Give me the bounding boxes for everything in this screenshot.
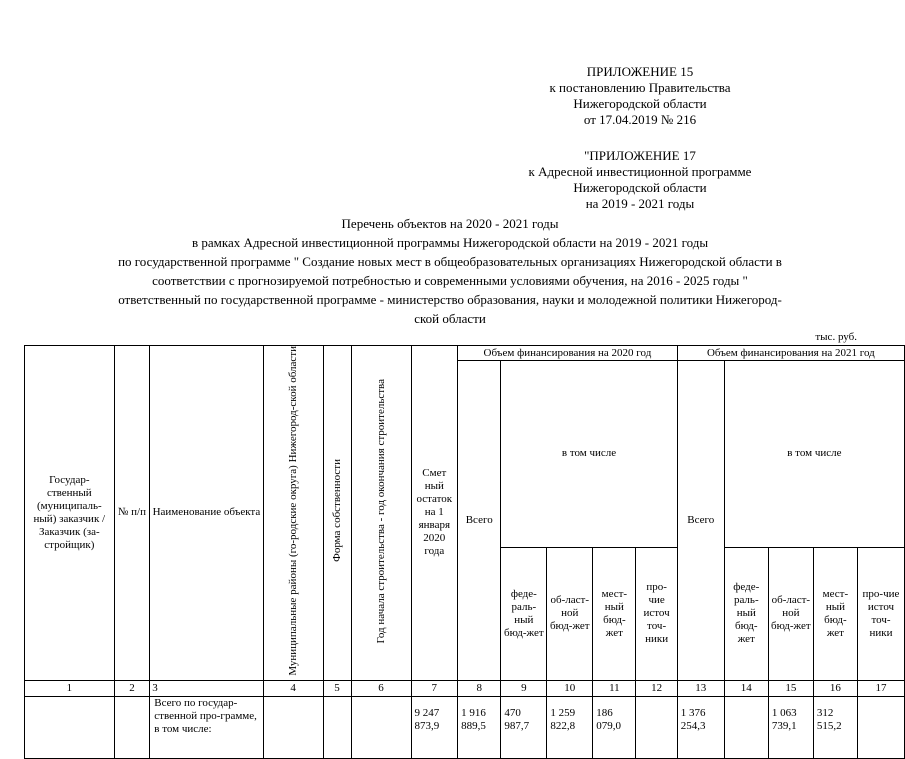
header-name: Наименование объекта (150, 346, 263, 681)
header-years (351, 346, 411, 681)
col-number: 15 (768, 680, 813, 696)
total-num-cell (114, 696, 150, 758)
header-num: № п/п (114, 346, 150, 681)
title-line3: по государственной программе " Создание новых мест в общеобразовательных организациях Нижегородской области в (118, 254, 782, 269)
total-2020: 1 916 889,5 (458, 696, 501, 758)
header-ownership-text: Форма собственности (330, 459, 343, 563)
title-line1: Перечень объектов на 2020 - 2021 годы (341, 216, 559, 231)
column-numbers-row (25, 680, 905, 696)
col-number: 6 (351, 680, 411, 696)
col-number: 2 (114, 680, 150, 696)
appendix15-line4: от 17.04.2019 № 216 (583, 112, 697, 127)
regional-2021: 1 063 739,1 (768, 696, 813, 758)
header-customer: Государ-ственный (муниципаль-ный) заказчик / Заказчик (за-стройщик) (25, 346, 115, 681)
total-ownership-cell (323, 696, 351, 758)
header-other-2020: про-чие источ точ-ники (636, 547, 677, 680)
other-2021 (857, 696, 904, 758)
header-regional-2021: об-ласт-ной бюд-жет (768, 547, 813, 680)
appendix15-line1: ПРИЛОЖЕНИЕ 15 (586, 64, 694, 79)
federal-2020: 470 987,7 (501, 696, 547, 758)
title-line6: ской области (414, 311, 486, 326)
total-estimate: 9 247 873,9 (411, 696, 458, 758)
appendix17-line4: на 2019 - 2021 годы (585, 196, 695, 211)
header-local-2021: мест-ный бюд-жет (813, 547, 857, 680)
appendix17-line2: к Адресной инвестиционной программе (528, 164, 752, 179)
col-number: 7 (411, 680, 458, 696)
header-total-2021: Всего (677, 361, 724, 681)
header-total-2020: Всего (458, 361, 501, 681)
units-label: тыс. руб. (815, 331, 857, 343)
col-number: 11 (593, 680, 636, 696)
header-other-2021: про-чие источ точ-ники (857, 547, 904, 680)
col-number: 16 (813, 680, 857, 696)
header-incl-2021: в том числе (724, 361, 904, 548)
col-number: 9 (501, 680, 547, 696)
header-regional-2020: об-ласт-ной бюд-жет (547, 547, 593, 680)
header-ownership (323, 346, 351, 681)
total-row (25, 696, 905, 758)
regional-2020: 1 259 822,8 (547, 696, 593, 758)
total-customer-cell (25, 696, 115, 758)
title-line5: ответственный по государственной программе - министерство образования, науки и молодежной политики Нижегород- (118, 292, 782, 307)
title-line2: в рамках Адресной инвестиционной программы Нижегородской области на 2019 - 2021 годы (191, 235, 709, 250)
title-line4: соответствии с прогнозируемой потребностью и современными условиями обучения, на 2016 - 2025 годы " (152, 273, 748, 288)
appendix17-line3: Нижегородской области (573, 180, 707, 195)
header-district-text: Муниципальные районы (го-родские округа) Нижегород-ской области (286, 346, 299, 676)
header-local-2020: мест-ный бюд-жет (593, 547, 636, 680)
col-number: 4 (263, 680, 323, 696)
col-number: 10 (547, 680, 593, 696)
col-number: 1 (25, 680, 115, 696)
header-fin2020: Объем финансирования на 2020 год (458, 346, 678, 361)
header-district (263, 346, 323, 681)
header-federal-2021: феде-раль-ный бюд-жет (724, 547, 768, 680)
federal-2021 (724, 696, 768, 758)
local-2020: 186 079,0 (593, 696, 636, 758)
col-number: 17 (857, 680, 904, 696)
header-fin2021: Объем финансирования на 2021 год (677, 346, 904, 361)
header-years-text: Год начала строительства - год окончания строительства (374, 378, 387, 644)
col-number: 13 (677, 680, 724, 696)
col-number: 5 (323, 680, 351, 696)
col-number: 3 (150, 680, 263, 696)
header-federal-2020: феде-раль-ный бюд-жет (501, 547, 547, 680)
other-2020 (636, 696, 677, 758)
header-estimate: Смет ный остаток на 1 января 2020 года (411, 346, 458, 681)
header-incl-2020: в том числе (501, 361, 677, 548)
total-row-label: Всего по государ-ственной про-грамме, в том числе: (150, 696, 263, 758)
total-district-cell (263, 696, 323, 758)
local-2021: 312 515,2 (813, 696, 857, 758)
total-years-cell (351, 696, 411, 758)
col-number: 14 (724, 680, 768, 696)
appendix15-line2: к постановлению Правительства (549, 80, 731, 95)
col-number: 12 (636, 680, 677, 696)
col-number: 8 (458, 680, 501, 696)
total-2021: 1 376 254,3 (677, 696, 724, 758)
appendix15-line3: Нижегородской области (573, 96, 707, 111)
appendix17-line1: "ПРИЛОЖЕНИЕ 17 (584, 148, 696, 163)
objects-table (24, 345, 905, 759)
